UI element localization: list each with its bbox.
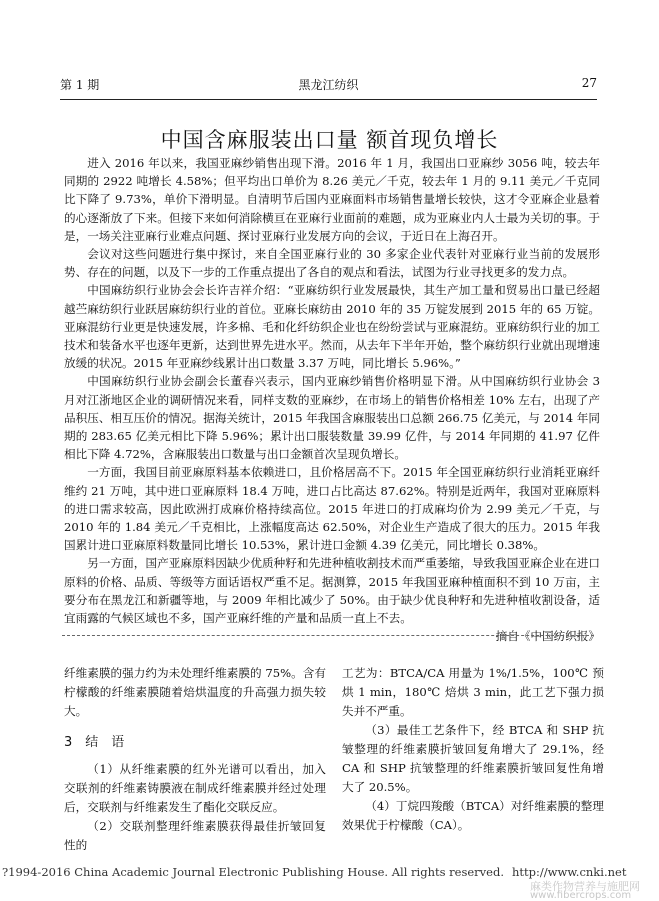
- page-number: 27: [581, 76, 597, 90]
- conclusion-item: （1）从纤维素膜的红外光谱可以看出，加入交联剂的纤维素铸膜液在制成纤维素膜并经过处理后，交联剂与纤维素发生了酯化交联反应。: [64, 762, 326, 814]
- body-paragraph: 工艺为：BTCA/CA 用量为 1%/1.5%，100℃ 预烘 1 min，180℃ 焙烘 3 min，此工艺下强力损失并不严重。: [342, 666, 604, 718]
- section-divider: [62, 635, 594, 636]
- article-paragraph: 一方面，我国目前亚麻原料基本依赖进口，且价格居高不下。2015 年全国亚麻纺织行业消耗亚麻纤维约 21 万吨，其中进口亚麻原料 18.4 万吨，进口占比高达 87.62%。特别是近两年，我国对亚麻原料的进口需求较高，因此欧洲打成麻价格持续高位。2015 年进口的打成麻均价为 2.99 美元／千克，与 2010 年的 1.84 美元／千克相比，上涨幅度高达 62.50%，对企业生产造成了很大的压力。2015 年我国累计进口亚麻原料数量同比增长 10.53%，累计进口金额 4.39 亿美元，同比增长 0.38%。: [64, 465, 600, 553]
- header-rule: [60, 99, 597, 100]
- article-title: 中国含麻服装出口量 额首现负增长: [160, 128, 499, 152]
- issue-number: 第 1 期: [60, 78, 100, 92]
- conclusion-item: （2）交联剂整理纤维素膜获得最佳折皱回复性的: [64, 819, 326, 852]
- article-source: 摘自《中国纺织报》: [495, 629, 600, 644]
- conclusion-item: （4）丁烷四羧酸（BTCA）对纤维素膜的整理效果优于柠檬酸（CA）。: [342, 799, 604, 832]
- article-paragraph: 进入 2016 年以来，我国亚麻纱销售出现下滑。2016 年 1 月，我国出口亚麻纱 3056 吨，较去年同期的 2922 吨增长 4.58%；但平均出口单价为 8.26 美元／千克，较去年 1 月的 9.11 美元／千克同比下降了 9.73%，单价下滑明显。自清明节后国内亚麻面料市场销售量增长较快，这才令亚麻企业悬着的心逐渐放了下来。但接下来如何消除横亘在亚麻行业面前的难题，成为亚麻业内人士最为关切的事。于是，一场关注亚麻行业难点问题、探讨亚麻行业发展方向的会议，于近日在上海召开。: [64, 156, 600, 243]
- right-column: [342, 664, 604, 835]
- article-paragraph: 中国麻纺织行业协会会长许吉祥介绍：“亚麻纺织行业发展最快，其生产加工量和贸易出口量已经超越苎麻纺织行业跃居麻纺织行业的首位。亚麻长麻纺由 2010 年的 35 万锭发展到 2015 年的 65 万锭。亚麻混纺行业更是快速发展，许多棉、毛和化纤纺织企业也在纷纷尝试与亚麻混纺。亚麻纺织行业的加工技术和装备水平也逐年更新，达到世界先进水平。然而，从去年下半年开始，整个麻纺织行业就出现增速放缓的状况。2015 年亚麻纱线累计出口数量 3.37 万吨，同比增长 5.96%。”: [64, 283, 600, 371]
- article-paragraph: 另一方面，国产亚麻原料因缺少优质种籽和先进种植收割技术而严重萎缩，导致我国亚麻企业在进口原料的价格、品质、等级等方面话语权严重不足。据测算，2015 年我国亚麻种植面积不到 10 万亩，主要分布在黑龙江和新疆等地，与 2009 年相比减少了 50%。由于缺少优良种籽和先进种植收割设备，适宜雨露的气候区域也不多，国产亚麻纤维的产量和品质一直上不去。: [64, 556, 600, 626]
- conclusion-item: （3）最佳工艺条件下，经 BTCA 和 SHP 抗皱整理的纤维素膜折皱回复角增大了 29.1%，经 CA 和 SHP 抗皱整理的纤维素膜折皱回复性角增大了 20.5%。: [342, 723, 604, 794]
- article-paragraph: 会议对这些问题进行集中探讨，来自全国亚麻行业的 30 多家企业代表针对亚麻行业当前的发展形势、存在的问题，以及下一步的工作重点提出了各自的观点和看法，试图为行业寻找更多的发力点。: [64, 247, 600, 280]
- section-heading: 3 结 语: [64, 735, 125, 750]
- article-paragraph: 中国麻纺织行业协会副会长董春兴表示，国内亚麻纱销售价格明显下滑。从中国麻纺织行业协会 3 月对江浙地区企业的调研情况来看，同样支数的亚麻纱，在市场上的销售价格相差 10% 左右，出现了产品积压、相互压价的情况。据海关统计，2015 年我国含麻服装出口总额 266.75 亿美元，与 2014 年同期的 283.65 亿美元相比下降 5.96%；累计出口服装数量 39.99 亿件，与 2014 年同期的 41.97 亿件相比下降 4.72%，含麻服装出口数量与出口金额首次呈现负增长。: [64, 374, 600, 462]
- watermark-url: www.fibercrops.com: [530, 890, 632, 901]
- watermark-text: 麻类作物营养与施肥网: [530, 880, 640, 893]
- journal-name: 黑龙江纺织: [298, 78, 359, 92]
- article-body: [64, 154, 600, 645]
- left-column: [64, 664, 326, 855]
- copyright-notice: ?1994-2016 China Academic Journal Electronic Publishing House. All rights reserved.: [2, 865, 504, 879]
- running-header: [60, 76, 597, 96]
- cnki-link[interactable]: http://www.cnki.net: [512, 865, 627, 879]
- body-paragraph: 纤维素膜的强力约为未处理纤维素膜的 75%。含有柠檬酸的纤维素膜随着焙烘温度的升高强力损失较大。: [64, 666, 326, 718]
